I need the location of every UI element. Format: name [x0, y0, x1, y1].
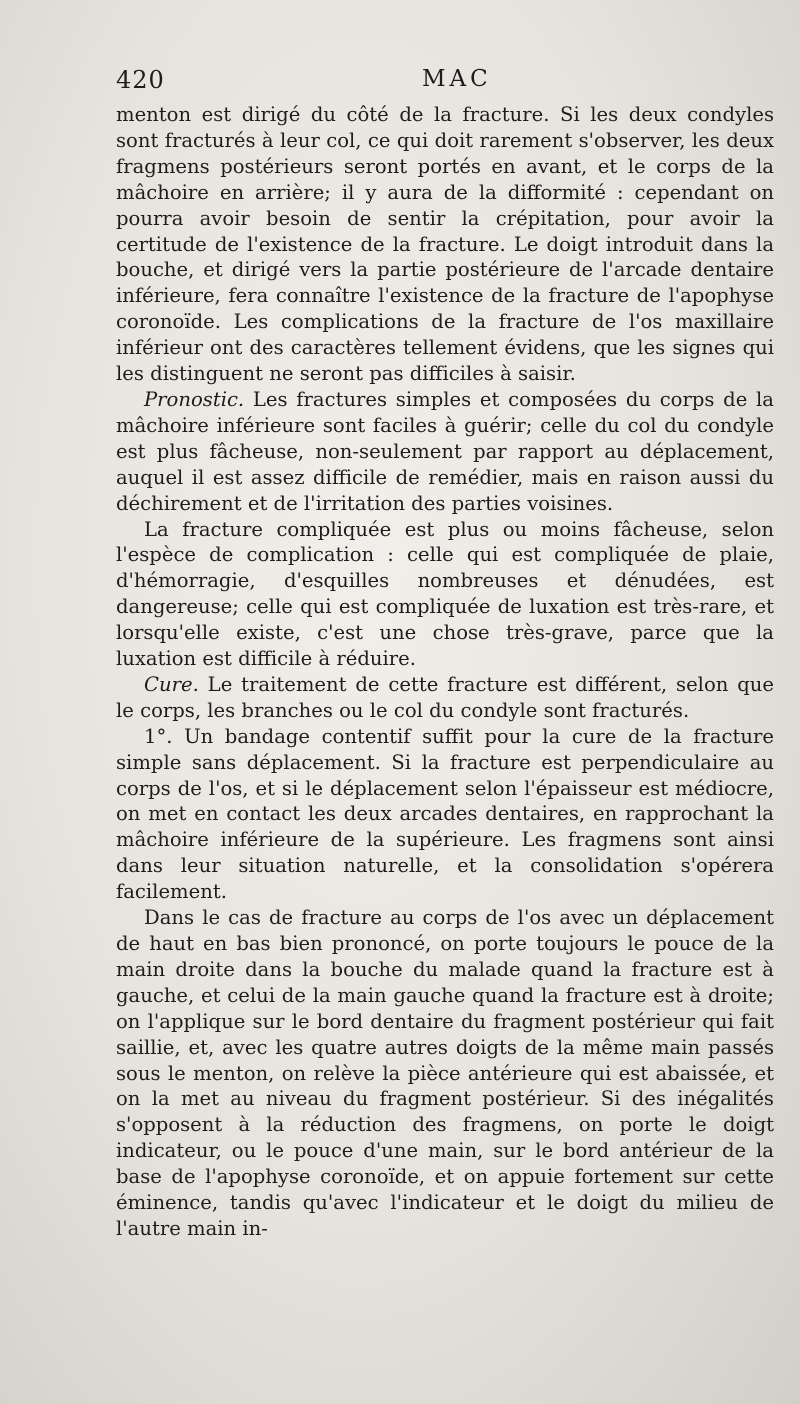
paragraph-text: Le traitement de cette fracture est différent, selon que le corps, les branches ou le col du condyle sont fracturés. [116, 672, 774, 722]
paragraph-bandage [116, 724, 774, 905]
paragraph-text: La fracture compliquée est plus ou moins fâcheuse, selon l'espèce de complication : celle qui est compliquée de plaie, d'hémorragie, d'esquilles nombreuses et dénudées, est dangereuse; celle qui est compliquée de luxation est très-rare, et lorsqu'elle existe, c'est une chose très-grave, parce que la luxation est difficile à réduire. [116, 517, 774, 671]
paragraph-continuation [116, 102, 774, 387]
page-header [116, 66, 776, 98]
paragraph-text: 1°. Un bandage contentif suffit pour la cure de la fracture simple sans déplacement. Si la fracture est perpendiculaire au corps de l'os, et si le déplacement selon l'épaisseur est médiocre, on met en contact les deux arcades dentaires, en rapprochant la mâchoire inférieure de la supérieure. Les fragmens sont ainsi dans leur situation naturelle, et la consolidation s'opérera facilement. [116, 724, 774, 904]
paragraph-cure [116, 672, 774, 724]
paragraph-text: Dans le cas de fracture au corps de l'os avec un déplacement de haut en bas bien prononcé, on porte toujours le pouce de la main droite dans la bouche du malade quand la fracture est à gauche, et celui de la main gauche quand la fracture est à droite; on l'applique sur le bord dentaire du fragment postérieur qui fait saillie, et, avec les quatre autres doigts de la même main passés sous le menton, on relève la pièce antérieure qui est abaissée, et on la met au niveau du fragment postérieur. Si des inégalités s'opposent à la réduction des fragmens, on porte le doigt indicateur, ou le pouce d'une main, sur le bord antérieur de la base de l'apophyse coronoïde, et on appuie fortement sur cette éminence, tandis qu'avec l'indicateur et le doigt du milieu de l'autre main in- [116, 906, 774, 1240]
section-lead-pronostic: Pronostic. [144, 387, 245, 411]
running-head: MAC [422, 66, 492, 92]
page-number: 420 [116, 66, 165, 94]
paragraph-text: menton est dirigé du côté de la fracture. Si les deux condyles sont fracturés à leur col, ce qui doit rarement s'observer, les deux fragmens postérieurs seront portés en avant, et le corps de la mâchoire en arrière; il y aura de la difformité : cependant on pourra avoir besoin de sentir la crépitation, pour avoir la certitude de l'existence de la fracture. Le doigt introduit dans la bouche, et dirigé vers la partie postérieure de l'arcade dentaire inférieure, fera connaître l'existence de la fracture de l'apophyse coronoïde. Les complications de la fracture de l'os maxillaire inférieur ont des caractères tellement évidens, que les signes qui les distinguent ne seront pas difficiles à saisir. [116, 103, 774, 386]
paragraph-reduction [116, 905, 774, 1242]
paragraph-complication [116, 517, 774, 672]
paragraph-pronostic [116, 387, 774, 517]
section-lead-cure: Cure. [144, 672, 199, 696]
paragraph-text: Les fractures simples et composées du corps de la mâchoire inférieure sont faciles à guérir; celle du col du condyle est plus fâcheuse, non-seulement par rapport au déplacement, auquel il est assez difficile de remédier, mais en raison aussi du déchirement et de l'irritation des parties voisines. [116, 387, 774, 515]
body-text [116, 102, 774, 1242]
